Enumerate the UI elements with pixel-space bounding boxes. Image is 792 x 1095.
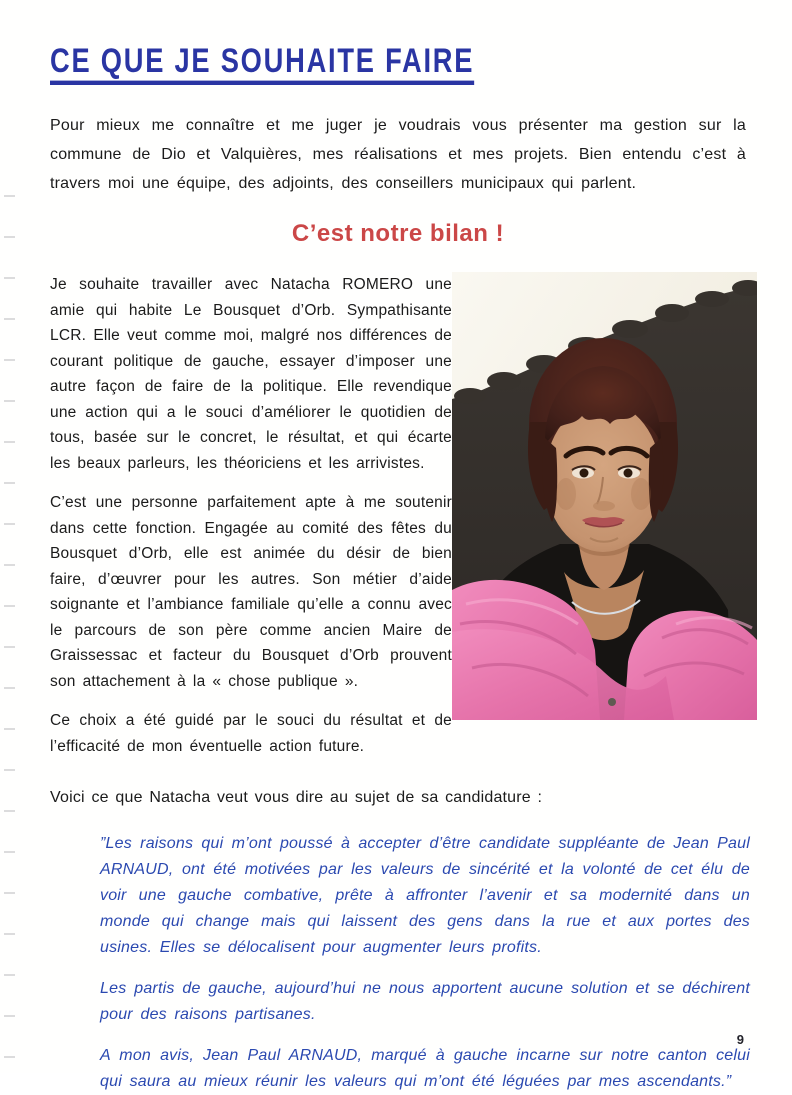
quote-paragraph: A mon avis, Jean Paul ARNAUD, marqué à gauche incarne sur notre canton celui qui saura au mieux réunir les valeurs qui m’ont été léguées par mes ascendants.” [100, 1047, 750, 1090]
quote-block [100, 831, 750, 1095]
body-text-column [50, 272, 452, 773]
two-column-section [50, 272, 757, 773]
candidature-lead-in: Voici ce que Natacha veut vous dire au sujet de sa candidature : [50, 789, 543, 806]
page-title-text: CE QUE JE SOUHAITE FAIRE [50, 43, 474, 85]
portrait-photo [452, 272, 757, 720]
bilan-heading: C’est notre bilan ! [291, 220, 505, 247]
page-number: 9 [736, 1032, 744, 1047]
body-paragraph: Je souhaite travailler avec Natacha ROMERO une amie qui habite Le Bousquet d’Orb. Sympathisante LCR. Elle veut comme moi, malgré nos différences de courant politique de gauche, essayer d’imposer une autre façon de faire de la politique. Elle revendique une action qui a le souci d’améliorer le quotidien de tous, basée sur le concret, le résultat, et qui écarte les beaux parleurs, les théoriciens et les arrivistes. [50, 276, 452, 472]
scan-artifact-marks [4, 195, 15, 1060]
portrait-photo-image [452, 272, 757, 720]
quote-paragraph: Les partis de gauche, aujourd’hui ne nous apportent aucune solution et se déchirent pour des raisons partisanes. [100, 980, 750, 1023]
page-title [50, 41, 792, 85]
body-paragraph: Ce choix a été guidé par le souci du résultat et de l’efficacité de mon éventuelle action future. [50, 712, 452, 755]
intro-paragraph: Pour mieux me connaître et me juger je voudrais vous présenter ma gestion sur la commune de Dio et Valquières, mes réalisations et mes projets. Bien entendu c’est à travers moi une équipe, des adjoints, des conseillers municipaux qui parlent. [50, 117, 746, 192]
body-paragraph: C’est une personne parfaitement apte à me soutenir dans cette fonction. Engagée au comité des fêtes du Bousquet d’Orb, elle est animée du désir de bien faire, d’œuvrer pour les autres. Son métier d’aide soignante et l’ambiance familiale qu’elle a connu avec le parcours de son père comme ancien Maire de Graissessac et facteur du Bousquet d’Orb prouvent son attachement à la « chose publique ». [50, 494, 452, 690]
quote-paragraph: ”Les raisons qui m’ont poussé à accepter d’être candidate suppléante de Jean Paul ARNAUD, ont été motivées par les valeurs de sincérité et la volonté de cet élu de voir une gauche combative, prête à affronter l’avenir et sa modernité dans un monde qui change mais qui laissent des gens dans la rue et aux portes des usines. Elles se délocalisent pour augmenter leurs profits. [100, 835, 750, 956]
